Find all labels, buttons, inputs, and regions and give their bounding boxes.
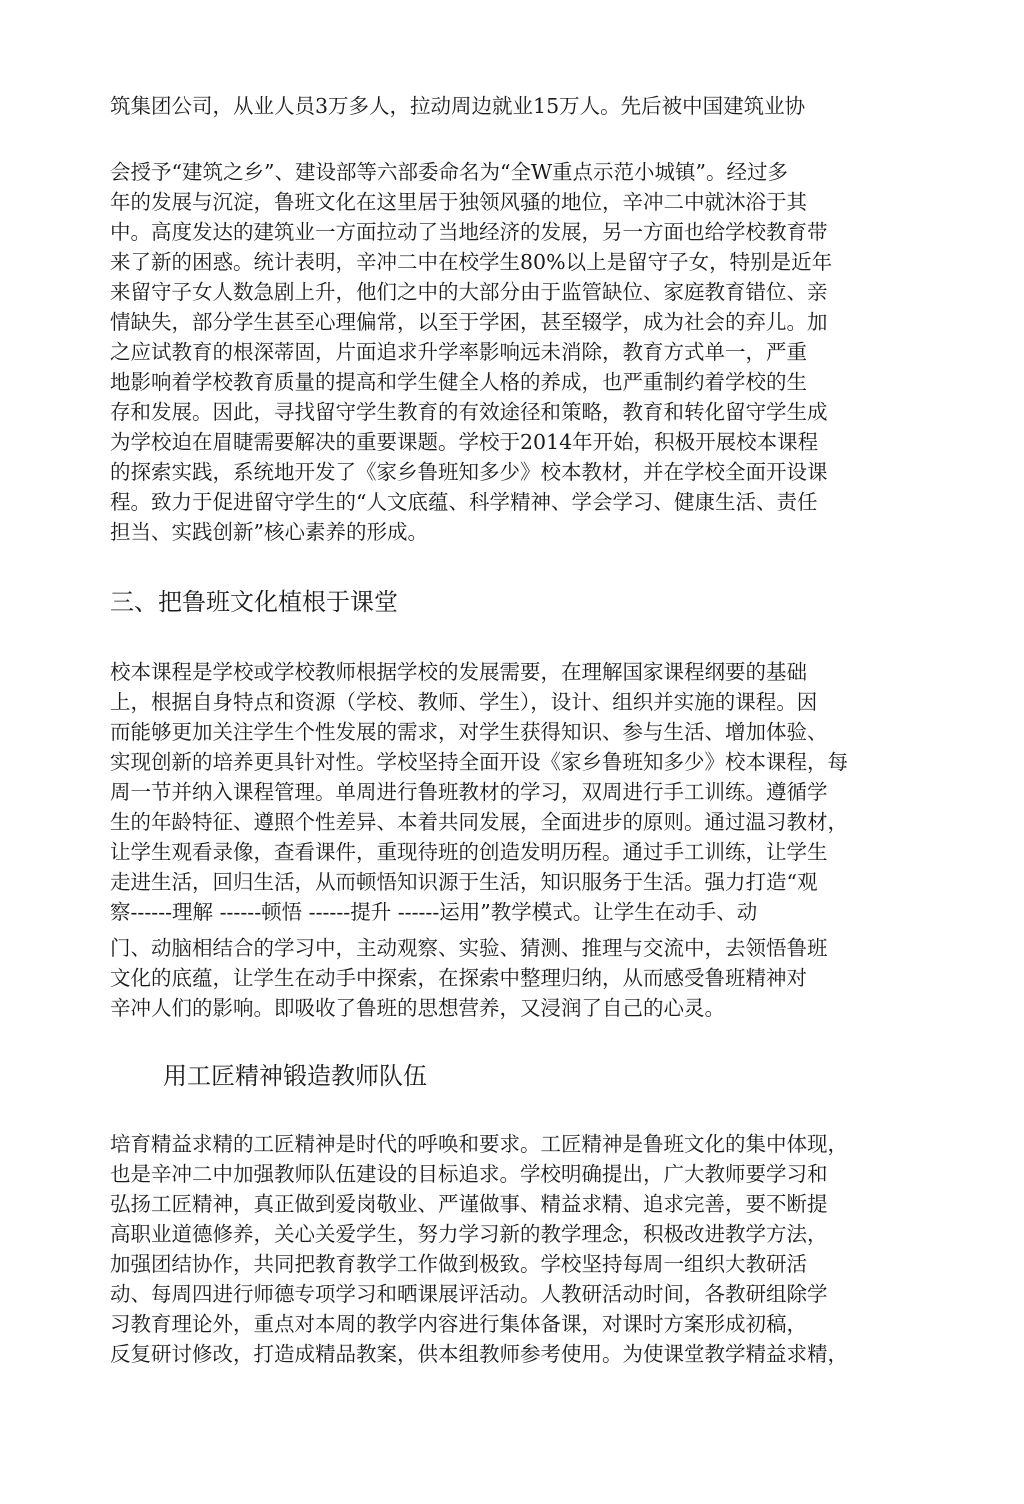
paragraph-line: 中。高度发达的建筑业一方面拉动了当地经济的发展，另一方面也给学校教育带 [110,220,828,244]
paragraph-line: 来留守子女人数急剧上升，他们之中的大部分由于监管缺位、家庭教育错位、亲 [110,280,828,304]
paragraph-line: 文化的底蕴，让学生在动手中探索，在探索中整理归纳，从而感受鲁班精神对 [110,966,807,990]
paragraph-line: 加强团结协作，共同把教育教学工作做到极致。学校坚持每周一组织大教研活 [110,1252,807,1276]
paragraph-line: 周一节并纳入课程管理。单周进行鲁班教材的学习，双周进行手工训练。遵循学 [110,780,828,804]
paragraph-line: 生的年龄特征、遵照个性差异、本着共同发展，全面进步的原则。通过温习教材， [110,810,848,834]
paragraph-line: 年的发展与沉淀，鲁班文化在这里居于独领风骚的地位，辛冲二中就沐浴于其 [110,190,807,214]
paragraph-line: 地影响着学校教育质量的提高和学生健全人格的养成，也严重制约着学校的生 [110,370,807,394]
paragraph-line: 弘扬工匠精神，真正做到爱岗敬业、严谨做事、精益求精、追求完善，要不断提 [110,1192,828,1216]
paragraph-line: 反复研讨修改，打造成精品教案，供本组教师参考使用。为使课堂教学精益求精， [110,1342,848,1366]
paragraph-line: 辛冲人们的影响。即吸收了鲁班的思想营养，又浸润了自己的心灵。 [110,996,725,1020]
paragraph-line: 走进生活，回归生活，从而顿悟知识源于生活，知识服务于生活。强力打造“观 [110,870,818,894]
paragraph-line: 存和发展。因此，寻找留守学生教育的有效途径和策略，教育和转化留守学生成 [110,400,828,424]
paragraph-line: 培育精益求精的工匠精神是时代的呼唤和要求。工匠精神是鲁班文化的集中体现， [110,1132,848,1156]
paragraph-line: 上，根据自身特点和资源（学校、教师、学生），设计、组织并实施的课程。因 [110,690,818,714]
paragraph-line: 担当、实践创新”核心素养的形成。 [110,520,428,544]
paragraph-line: 的探索实践，系统地开发了《家乡鲁班知多少》校本教材，并在学校全面开设课 [110,460,828,484]
paragraph-line: 情缺失，部分学生甚至心理偏常，以至于学困，甚至辍学，成为社会的弃儿。加 [110,310,828,334]
paragraph-line: 程。致力于促进留守学生的“人文底蕴、科学精神、学会学习、健康生活、责任 [110,490,818,514]
paragraph-line: 让学生观看录像，查看课件，重现待班的创造发明历程。通过手工训练，让学生 [110,840,828,864]
paragraph-line: 门、动脑相结合的学习中，主动观察、实验、猜测、推理与交流中，去领悟鲁班 [110,936,828,960]
paragraph-line: 之应试教育的根深蒂固，片面追求升学率影响远未消除，教育方式单一，严重 [110,340,807,364]
paragraph-line: 来了新的困惑。统计表明，辛冲二中在校学生80%以上是留守子女，特别是近年 [110,250,833,274]
paragraph-line: 习教育理论外，重点对本周的教学内容进行集体备课，对课时方案形成初稿， [110,1312,807,1336]
paragraph-line: 也是辛冲二中加强教师队伍建设的目标追求。学校明确提出，广大教师要学习和 [110,1162,828,1186]
paragraph-line: 动、每周四进行师德专项学习和晒课展评活动。人教研活动时间，各教研组除学 [110,1282,828,1306]
paragraph-line: 高职业道德修养，关心关爱学生，努力学习新的教学理念，积极改进教学方法， [110,1222,828,1246]
paragraph-line: 实现创新的培养更具针对性。学校坚持全面开设《家乡鲁班知多少》校本课程，每 [110,750,848,774]
paragraph-line: 而能够更加关注学生个性发展的需求，对学生获得知识、参与生活、增加体验、 [110,720,828,744]
paragraph-line: 筑集团公司，从业人员3万多人，拉动周边就业15万人。先后被中国建筑业协 [110,94,806,118]
paragraph-line: 察------理解 ------顿悟 ------提升 ------运用”教学模式。让学生在动手、动 [110,900,758,924]
paragraph-line: 为学校迫在眉睫需要解决的重要课题。学校于2014年开始，积极开展校本课程 [110,430,819,454]
paragraph-line: 会授予“建筑之乡”、建设部等六部委命名为“全W重点示范小城镇”。经过多 [110,160,788,184]
section-heading: 三、把鲁班文化植根于课堂 [110,588,398,616]
section-heading: 用工匠精神锻造教师队伍 [163,1062,427,1090]
paragraph-line: 校本课程是学校或学校教师根据学校的发展需要，在理解国家课程纲要的基础 [110,660,807,684]
